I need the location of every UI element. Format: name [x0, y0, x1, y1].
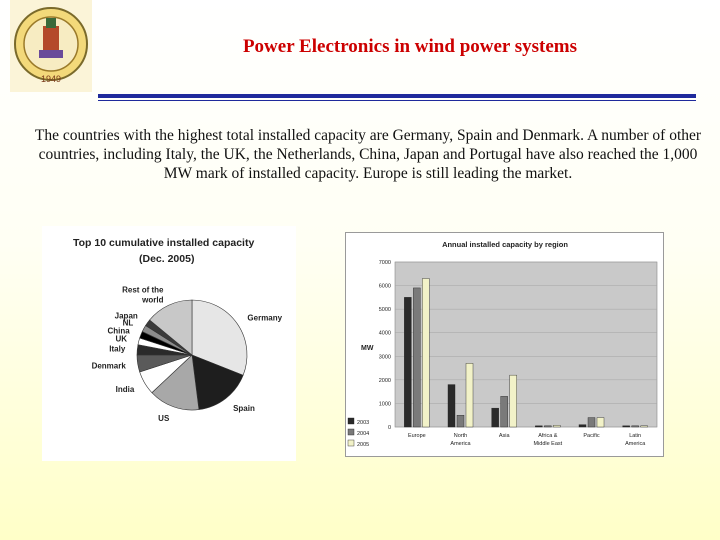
bar-pacific-2003 — [579, 425, 586, 427]
legend-label-2005: 2005 — [357, 442, 370, 448]
bar-chart — [345, 232, 664, 457]
bar-latin-america-2004 — [632, 426, 639, 427]
legend-swatch-2003 — [348, 418, 354, 424]
title-underline-thick — [98, 94, 696, 98]
bar-latin-america-2003 — [623, 426, 630, 427]
x-tick-label: Pacific — [583, 433, 600, 439]
university-seal-logo — [10, 0, 92, 92]
bar-asia-2004 — [501, 396, 508, 427]
pie-label-italy: Italy — [109, 344, 126, 354]
pie-chart-title: Top 10 cumulative installed capacity — [73, 237, 255, 249]
bar-asia-2005 — [510, 375, 517, 427]
bar-europe-2005 — [422, 279, 429, 428]
y-axis-label: MW — [361, 345, 374, 352]
y-tick-label: 4000 — [378, 330, 391, 337]
legend-label-2004: 2004 — [357, 431, 370, 437]
legend-swatch-2005 — [348, 440, 354, 446]
pie-label-rest-of-the-world: Rest of the — [122, 285, 164, 295]
bar-chart-title: Annual installed capacity by region — [442, 240, 568, 249]
x-tick-label: Africa & — [538, 433, 558, 439]
bar-europe-2003 — [404, 297, 411, 427]
bar-latin-america-2005 — [641, 426, 648, 427]
seal-year-text: 1949 — [40, 74, 62, 84]
title-underline-thin — [98, 100, 696, 101]
pie-chart-panel — [42, 226, 296, 461]
pie-label-uk: UK — [115, 334, 128, 344]
pie-label-china: China — [107, 326, 130, 336]
x-tick-label: America — [625, 441, 646, 447]
pie-label-us: US — [158, 414, 170, 424]
body-paragraph: The countries with the highest total installed capacity are Germany, Spain and Denmark. A number of other countries, including Italy, the UK, the Netherlands, China, Japan and Portugal have also reached the 1,000 MW mark of installed capacity. Europe is still leading the market. — [34, 127, 702, 182]
bar-chart-panel — [345, 232, 664, 457]
plot-area — [395, 262, 657, 427]
y-tick-label: 5000 — [378, 307, 391, 314]
pie-label-india: India — [115, 385, 135, 395]
pie-label-rest-of-the-world: world — [142, 295, 164, 305]
x-tick-label: North — [453, 433, 468, 439]
bar-asia-2003 — [492, 408, 499, 427]
bar-north-america-2004 — [457, 415, 464, 427]
bar-north-america-2005 — [466, 363, 473, 427]
x-tick-label: Latin — [629, 433, 642, 439]
legend-swatch-2004 — [348, 429, 354, 435]
pie-label-denmark: Denmark — [91, 361, 126, 371]
bar-pacific-2004 — [588, 418, 595, 427]
y-tick-label: 1000 — [378, 401, 391, 408]
pie-chart-subtitle: (Dec. 2005) — [139, 253, 195, 265]
pie-chart — [42, 226, 296, 461]
slide-title: Power Electronics in wind power systems — [242, 36, 578, 57]
y-tick-label: 6000 — [378, 283, 391, 290]
pie-label-spain: Spain — [233, 403, 255, 413]
bar-africa-middle-east-2004 — [544, 426, 551, 427]
x-tick-label: Asia — [498, 433, 510, 439]
y-tick-label: 7000 — [378, 260, 391, 266]
pie-label-nl: NL — [122, 318, 134, 328]
x-tick-label: Middle East — [533, 441, 563, 447]
y-tick-label: 3000 — [378, 354, 391, 361]
bar-africa-middle-east-2003 — [535, 426, 542, 427]
pie-label-japan: Japan — [114, 311, 138, 321]
bar-africa-middle-east-2005 — [553, 425, 560, 427]
pie-label-germany: Germany — [247, 313, 283, 323]
bar-europe-2004 — [413, 288, 420, 427]
legend-label-2003: 2003 — [357, 420, 370, 426]
x-tick-label: America — [450, 441, 471, 447]
bar-north-america-2003 — [448, 385, 455, 427]
x-tick-label: Europe — [407, 433, 426, 439]
y-tick-label: 2000 — [378, 377, 391, 384]
bar-pacific-2005 — [597, 418, 604, 427]
y-tick-label: 0 — [387, 425, 391, 431]
